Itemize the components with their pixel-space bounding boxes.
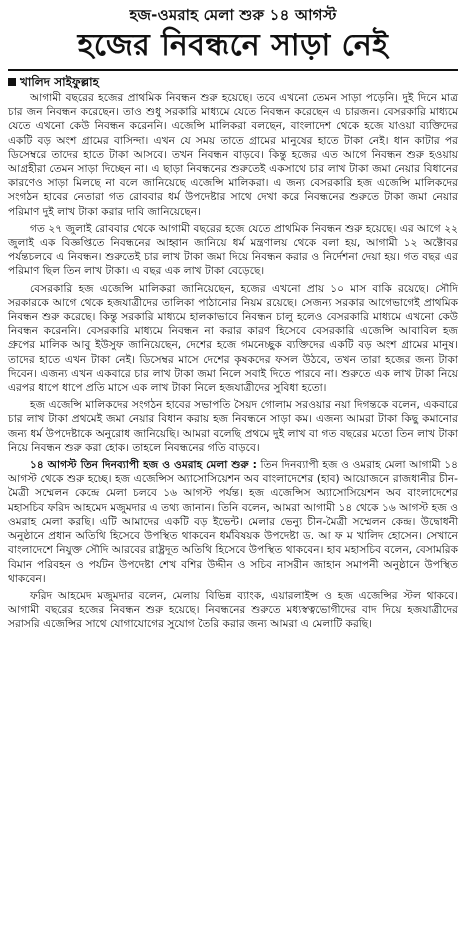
paragraph-4: হজ এজেন্সি মালিকদের সংগঠন হাবের সভাপতি সৈয়দ গোলাম সরওয়ার নয়া দিগন্তকে বলেন, একবারে চার লাখ টাকা প্রথমেই জমা নেয়ার বিধান করায় হজ নিবন্ধনে সাড়া কম। এজন্য আমরা টাকা কিছু কমানোর জন্য ধর্ম উপদেষ্টাকে অনুরোধ জানিয়েছি। আমরা বলেছি প্রথমে দুই লাখ বা গত বছরের মতো তিন লাখ টাকা নিয়ে নিবন্ধন শুরু করা হোক। তাহলে নিবন্ধনের গতি বাড়বে। [8,399,458,454]
byline-square-icon [8,78,16,86]
subhead-lead: তিন দিনব্যাপী হজ ও ওমরাহ মেলা [260,459,406,472]
author-name: খালিদ সাইফুল্লাহ [20,75,99,89]
paragraph-5-text: আগামী ১৪ আগস্ট থেকে শুরু হচ্ছে। হজ এজেন্সিস অ্যাসোসিয়েশন অব বাংলাদেশের (হাব) আয়োজনে রাজধানীর চীন-মৈত্রী সম্মেলন কেন্দ্রে মেলা চলবে ১৬ আগস্ট পর্যন্ত। হজ এজেন্সিস অ্যাসোসিয়েশন অব বাংলাদেশের মহাসচিব ফরিদ আহমেদ মজুমদার এ তথ্য জানান। তিনি বলেন, আমরা আগামী ১৪ থেকে ১৬ আগস্ট হজ ও ওমরাহ মেলা করছি। এটি আমাদের একটি বড় ইভেন্ট। মেলার ভেন্যু চীন-মৈত্রী সম্মেলন কেন্দ্র। উদ্বোধনী অনুষ্ঠানে প্রধান অতিথি হিসেবে উপস্থিত থাকবেন ধর্মবিষয়ক উপদেষ্টা ড. আ ফ ম খালিদ হোসেন। সেখানে বাংলাদেশে নিযুক্ত সৌদি আরবের রাষ্ট্রদূত অতিথি হিসেবে উপস্থিত থাকবেন। হাব মহাসচিব বলেন, বেসামরিক বিমান পরিবহন ও পর্যটন উপদেষ্টা শেখ বশির উদ্দীন ও সচিব নাসরীন জাহান সমাপনী অনুষ্ঠানে উপস্থিত থাকবেন। [8,459,458,585]
paragraph-3: বেসরকারি হজ এজেন্সি মালিকরা জানিয়েছেন, হজের এখনো প্রায় ১০ মাস বাকি রয়েছে। সৌদি সরকারকে আগে থেকে হজযাত্রীদের তালিকা পাঠানোর নিয়ম রয়েছে। সেজন্য সরকার আগেভাগেই প্রাথমিক নিবন্ধন শুরু করেছে। কিন্তু সরকারি মাধ্যমে হালকাভাবে নিবন্ধন চালু হলেও বেসরকারি মাধ্যমে এখনো কেউ নিবন্ধন করেননি। বেসরকারি মাধ্যমে নিবন্ধন না করার কারণ হিসেবে বেসরকারি এজেন্সি আবাবিল হজ গ্রুপের মালিক আবু ইউসুফ জানিয়েছেন, দেশের হজে গমনেচ্ছুক ব্যক্তিদের একটি বড় অংশ গ্রামের মানুষ। তাদের হাতে এখন টাকা নেই। ডিসেম্বর মাসে দেশের কৃষকদের ফসল উঠবে, তখন তারা হজের জন্য টাকা দিবেন। এজন্য এখন একবারে চার লাখ টাকা জমা নিলে সবাই দিতে পারবে না। শুরুতে এক লাখ টাকা নিয়ে এরপর ধাপে ধাপে প্রতি মাসে এক লাখ টাকা নিলে হজযাত্রীদের সুবিধা হতো। [8,282,458,395]
article-body [8,91,458,632]
section-subhead: ১৪ আগস্ট তিন দিনব্যাপী হজ ও ওমরাহ মেলা শুরু : [30,459,257,472]
paragraph-6: ফরিদ আহমেদ মজুমদার বলেন, মেলায় বিভিন্ন ব্যাংক, এয়ারলাইন্স ও হজ এজেন্সির স্টল থাকবে। আগামী বছরের হজের নিবন্ধন শুরু হয়েছে। নিবন্ধনের শুরুতে মধ্যস্বত্বভোগীদের বাদ দিয়ে হজযাত্রীদের সরাসরি এজেন্সির সাথে যোগাযোগের সুযোগ তৈরি করার জন্য আমরা এ মেলাটি করছি। [8,589,458,631]
article-headline: হজের নিবন্ধনে সাড়া নেই [77,28,389,63]
headline-divider [8,69,458,71]
paragraph-5 [8,458,458,586]
byline [8,74,458,90]
paragraph-2: গত ২৭ জুলাই রোববার থেকে আগামী বছরের হজে যেতে প্রাথমিক নিবন্ধন শুরু হয়েছে। এর আগে ২২ জুলাই এক বিজ্ঞপ্তিতে নিবন্ধনের আহ্বান জানিয়ে ধর্ম মন্ত্রণালয় থেকে বলা হয়, আগামী ১২ অক্টোবর পর্যন্তচলবে এ নিবন্ধন। শুরুতেই চার লাখ টাকা জমা দিয়ে নিবন্ধন করার ও নির্দেশনা দেয়া হয়। গত বছর এর পরিমাণ ছিল তিন লাখ টাকা। এ বছর এক লাখ টাকা বেড়েছে। [8,222,458,278]
article-kicker: হজ-ওমরাহ মেলা শুরু ১৪ আগস্ট [129,6,337,24]
paragraph-1: আগামী বছরের হজের প্রাথমিক নিবন্ধন শুরু হয়েছে। তবে এখনো তেমন সাড়া পড়েনি। দুই দিনে মাত্র চার জন নিবন্ধন করেছেন। তাও শুধু সরকারি মাধ্যমে যেতে নিবন্ধন করেছেন এ চারজন। বেসরকারি মাধ্যমে যেতে এখনো কেউ নিবন্ধন করেননি। এজেন্সি মালিকরা বলছেন, বাংলাদেশ থেকে হজে যাওয়া ব্যক্তিদের একটি বড় অংশ গ্রামের বাসিন্দা। এখন যে সময় তাতে গ্রামের মানুষের হাতে টাকা নেই। ধান কাটার পর ডিসেম্বরে তাদের হাতে টাকা আসবে। তখন নিবন্ধন বাড়বে। কিন্তু হজের এত আগে নিবন্ধন শুরু হওয়ায় আগ্রহীরা তেমন সাড়া দিচ্ছেন না। এ ছাড়া নিবন্ধনের শুরুতেই একসাথে চার লাখ টাকা জমা নেয়ার বিধানের কারণেও সাড়া মিলছে না বলে জানিয়েছে এজেন্সি মালিকরা। এ জন্য বেসরকারি হজ এজেন্সি মালিকদের সংগঠন হাবের নেতারা গত রোববার ধর্ম উপদেষ্টার সাথে দেখা করে নিবন্ধনের শুরুতে টাকা জমা নেয়ার পরিমাণ দুই লাখ টাকা করার দাবি জানিয়েছেন। [8,92,458,218]
